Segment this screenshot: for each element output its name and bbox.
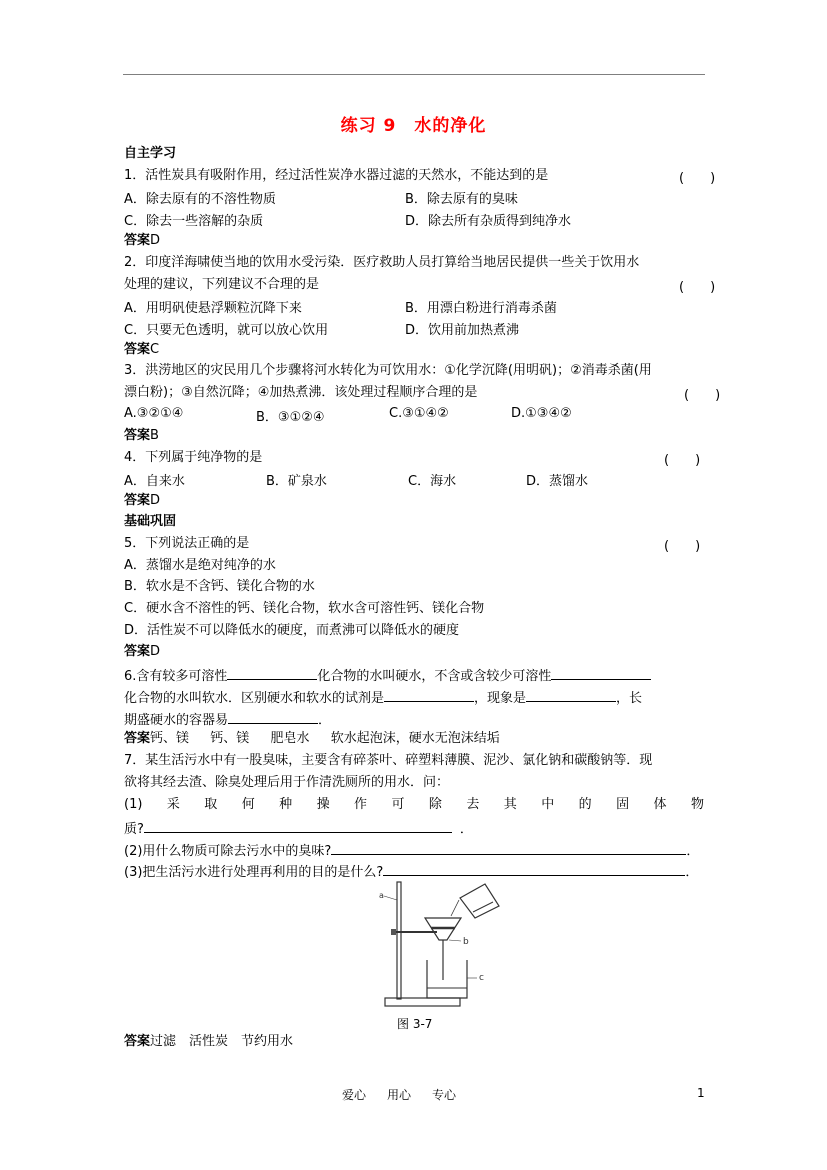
q3-option-d: D.①③④② bbox=[511, 406, 572, 421]
q5-option-a: A．蒸馏水是绝对纯净的水 bbox=[124, 558, 276, 573]
q2-option-b: B．用漂白粉进行消毒杀菌 bbox=[405, 301, 557, 316]
q7-blank-3[interactable] bbox=[383, 861, 685, 876]
q7-sub1-word: 种 bbox=[279, 797, 293, 812]
q3-stem-line1: 3．洪涝地区的灾民用几个步骤将河水转化为可饮用水：①化学沉降(用明矾)；②消毒杀菌(用 bbox=[124, 363, 652, 378]
q7-sub1-word: 体 bbox=[653, 797, 667, 812]
q6-text: 化合物的水叫硬水，不含或含较少可溶性 bbox=[317, 669, 552, 684]
q4-option-a: A．自来水 bbox=[124, 474, 185, 489]
q2-option-c: C．只要无色透明，就可以放心饮用 bbox=[124, 323, 329, 338]
answer-label: 答案 bbox=[124, 342, 151, 357]
q1-option-a: A．除去原有的不溶性物质 bbox=[124, 192, 276, 207]
q4-stem: 4．下列属于纯净物的是 bbox=[124, 450, 263, 465]
q4-answer-value: D bbox=[150, 493, 161, 508]
stand-base bbox=[385, 998, 460, 1006]
q6-blank-5[interactable] bbox=[228, 709, 318, 724]
figure-label-a: a bbox=[379, 891, 384, 900]
label-b-leader bbox=[449, 940, 461, 941]
q7-sub1-word: 采 bbox=[166, 797, 180, 812]
figure-label-c: c bbox=[479, 973, 484, 983]
glass-rod bbox=[451, 900, 459, 916]
q7-sub1-word: 作 bbox=[354, 797, 368, 812]
q5-option-b: B．软水是不含钙、镁化合物的水 bbox=[124, 579, 315, 594]
q7-stem-line1: 7．某生活污水中有一股臭味，主要含有碎茶叶、碎塑料薄膜、泥沙、氯化钠和碳酸钠等．现 bbox=[124, 753, 653, 768]
answer-label: 答案 bbox=[124, 1034, 151, 1049]
q6-text: 6.含有较多可溶性 bbox=[124, 669, 228, 684]
q6-text: ． bbox=[318, 713, 332, 728]
q7-sub1-word: 何 bbox=[241, 797, 255, 812]
q4-answer-paren: ( ) bbox=[664, 453, 701, 468]
footer-motto-2: 用心 bbox=[387, 1088, 412, 1102]
answer-label: 答案 bbox=[124, 731, 151, 746]
q3-option-b: B．③①②④ bbox=[256, 410, 325, 425]
q6-line3 bbox=[124, 709, 331, 730]
q4-option-b: B．矿泉水 bbox=[266, 474, 327, 489]
clamp-screw bbox=[391, 929, 396, 935]
q7-sub1-word: 的 bbox=[578, 797, 592, 812]
q7-stem-line2: 欲将其经去渣、除臭处理后用于作清洗厕所的用水．问： bbox=[124, 775, 450, 790]
q7-sub1-word: 可 bbox=[391, 797, 405, 812]
q7-answer bbox=[124, 1033, 293, 1051]
answer-label: 答案 bbox=[124, 233, 151, 248]
footer-motto-3: 专心 bbox=[432, 1088, 457, 1102]
footer-motto-1: 爱心 bbox=[342, 1088, 367, 1102]
answer-label: 答案 bbox=[124, 428, 151, 443]
q3-answer-value: B bbox=[150, 428, 159, 443]
q1-option-c: C．除去一些溶解的杂质 bbox=[124, 214, 264, 229]
q6-line2 bbox=[124, 687, 642, 708]
q3-option-c: C.③①④② bbox=[389, 406, 449, 421]
q1-answer-value: D bbox=[150, 233, 161, 248]
q7-sub2-text: (2)用什么物质可除去污水中的臭味? bbox=[124, 844, 332, 859]
q7-sub1-word: 中 bbox=[541, 797, 555, 812]
q7-sub1-line2 bbox=[124, 818, 473, 839]
q7-sub1-word: 其 bbox=[503, 797, 517, 812]
q5-answer bbox=[124, 643, 160, 661]
q7-sub1-word: 取 bbox=[204, 797, 218, 812]
q2-answer-value: C bbox=[150, 342, 160, 357]
q6-answer bbox=[124, 730, 500, 748]
q6-blank-2[interactable] bbox=[551, 665, 651, 680]
q7-sub2 bbox=[124, 840, 699, 861]
q7-sub1-word: 操 bbox=[316, 797, 330, 812]
q1-option-d: D．除去所有杂质得到纯净水 bbox=[405, 214, 572, 229]
q7-sub1-text: 质? bbox=[124, 822, 144, 837]
figure-caption: 图 3-7 bbox=[397, 1017, 433, 1031]
q5-option-d: D．活性炭不可以降低水的硬度，而煮沸可以降低水的硬度 bbox=[124, 623, 460, 638]
q4-answer bbox=[124, 492, 160, 510]
q2-stem-line1: 2．印度洋海啸使当地的饮用水受污染．医疗救助人员打算给当地居民提供一些关于饮用水 bbox=[124, 255, 640, 270]
q6-text: 期盛硬水的容器易 bbox=[124, 713, 229, 728]
q7-sub2-end: ． bbox=[686, 844, 700, 859]
page-number: 1 bbox=[697, 1086, 705, 1100]
beaker bbox=[427, 960, 467, 998]
q2-answer-paren: ( ) bbox=[679, 280, 716, 295]
q1-answer-paren: ( ) bbox=[679, 171, 716, 186]
answer-label: 答案 bbox=[124, 644, 151, 659]
q6-text: ，长 bbox=[616, 691, 643, 706]
pouring-beaker bbox=[460, 884, 499, 918]
q7-sub3-text: (3)把生活污水进行处理再利用的目的是什么? bbox=[124, 865, 384, 880]
figure-label-b: b bbox=[463, 937, 469, 947]
q5-option-c: C．硬水含不溶性的钙、镁化合物，软水含可溶性钙、镁化合物 bbox=[124, 601, 485, 616]
q4-option-d: D．蒸馏水 bbox=[526, 474, 589, 489]
q6-answer-value: 钙、镁 钙、镁 肥皂水 软水起泡沫，硬水无泡沫结垢 bbox=[150, 731, 500, 746]
label-a-leader bbox=[384, 896, 397, 900]
q2-option-a: A．用明矾使悬浮颗粒沉降下来 bbox=[124, 301, 302, 316]
q1-stem: 1．活性炭具有吸附作用，经过活性炭净水器过滤的天然水，不能达到的是 bbox=[124, 168, 549, 183]
q3-stem-line2: 漂白粉)；③自然沉降；④加热煮沸．该处理过程顺序合理的是 bbox=[124, 385, 478, 400]
q7-sub3-end: ． bbox=[685, 865, 699, 880]
section-heading-consolidation: 基础巩固 bbox=[124, 514, 177, 529]
q3-option-a: A.③②①④ bbox=[124, 406, 184, 421]
q6-text: ，现象是 bbox=[474, 691, 527, 706]
q7-answer-value: 过滤 活性炭 节约用水 bbox=[150, 1034, 294, 1049]
q6-text: 化合物的水叫软水．区别硬水和软水的试剂是 bbox=[124, 691, 385, 706]
q1-option-b: B．除去原有的臭味 bbox=[405, 192, 518, 207]
q7-sub1-line1 bbox=[124, 796, 704, 814]
q2-answer bbox=[124, 341, 159, 359]
q3-answer bbox=[124, 427, 159, 445]
q7-sub1-word: (1) bbox=[124, 797, 143, 812]
q7-sub1-word: 固 bbox=[616, 797, 630, 812]
answer-label: 答案 bbox=[124, 493, 151, 508]
q7-sub1-end: ． bbox=[459, 822, 473, 837]
page-title: 练习 9 水的净化 bbox=[340, 116, 487, 136]
q4-option-c: C．海水 bbox=[408, 474, 457, 489]
q2-option-d: D．饮用前加热煮沸 bbox=[405, 323, 520, 338]
q6-line1 bbox=[124, 665, 651, 686]
q6-blank-4[interactable] bbox=[526, 687, 616, 702]
stand-rod bbox=[397, 882, 401, 999]
q7-blank-1[interactable] bbox=[144, 818, 452, 833]
q7-sub1-word: 物 bbox=[690, 797, 704, 812]
q6-blank-3[interactable] bbox=[384, 687, 474, 702]
q7-sub1-word: 去 bbox=[466, 797, 480, 812]
q5-answer-value: D bbox=[150, 644, 161, 659]
q7-sub1-word: 除 bbox=[428, 797, 442, 812]
q5-stem: 5．下列说法正确的是 bbox=[124, 536, 250, 551]
q6-blank-1[interactable] bbox=[227, 665, 317, 680]
q2-stem-line2: 处理的建议，下列建议不合理的是 bbox=[124, 277, 320, 292]
q3-answer-paren: ( ) bbox=[684, 388, 721, 403]
section-heading-self-study: 自主学习 bbox=[124, 146, 177, 161]
q7-blank-2[interactable] bbox=[331, 840, 686, 855]
q5-answer-paren: ( ) bbox=[664, 539, 701, 554]
header-rule bbox=[123, 74, 705, 75]
q1-answer bbox=[124, 232, 160, 250]
filtration-apparatus-figure bbox=[375, 878, 505, 1013]
